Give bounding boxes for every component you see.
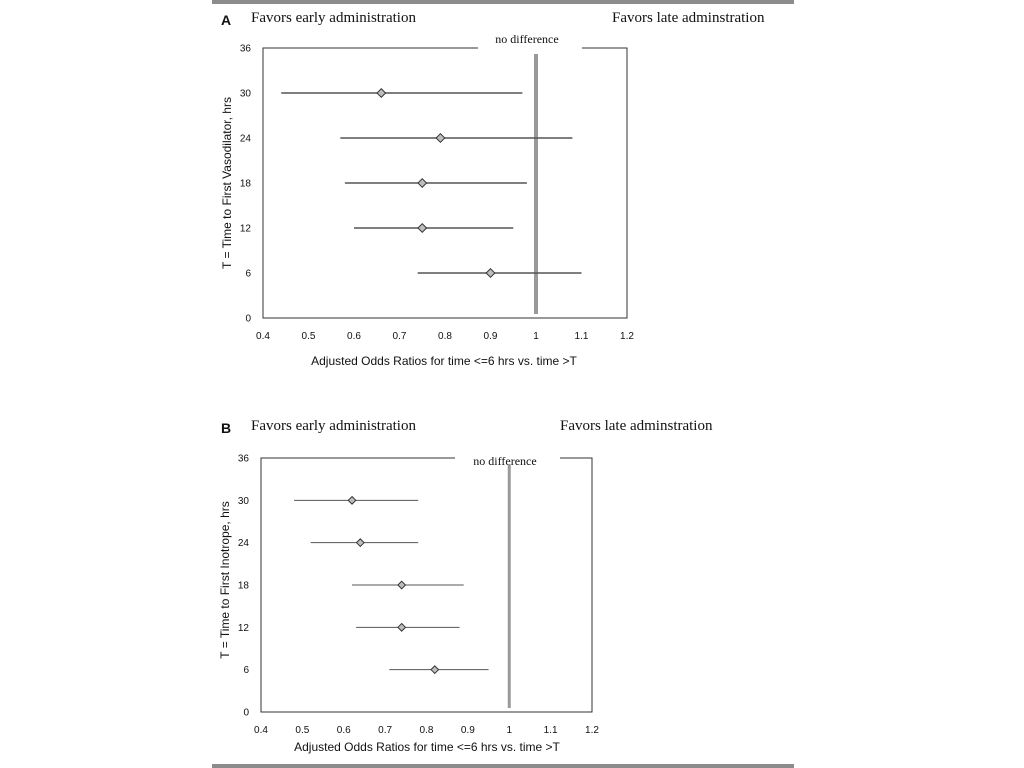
panel-a-x-tick-label: 0.4	[256, 331, 270, 342]
panel-b-favors-late: Favors late adminstration	[560, 418, 713, 434]
panel-b-y-tick-label: 36	[237, 453, 249, 465]
panel-b-no-difference-label: no difference	[473, 454, 537, 468]
panel-a-point-estimate-t18	[418, 179, 427, 188]
panel-b-point-estimate-t24	[357, 539, 365, 547]
panel-b-y-tick-label: 30	[237, 495, 249, 507]
panel-a-x-tick-label: 1.2	[620, 331, 634, 342]
panel-a-y-tick-label: 6	[245, 268, 251, 280]
panel-b-y-tick-label: 0	[243, 707, 249, 719]
panel-a-y-tick-label: 18	[239, 178, 251, 190]
bottom-rule	[212, 764, 794, 768]
panel-a-y-ticks	[240, 44, 252, 325]
panel-b-x-ticks	[254, 725, 599, 736]
panel-a-point-estimate-t30	[377, 89, 386, 98]
panel-a-label: A	[221, 12, 232, 28]
panel-a-y-tick-label: 24	[239, 133, 251, 145]
panel-b-x-tick-label: 0.6	[336, 725, 351, 736]
panel-a-x-tick-label: 0.5	[301, 331, 316, 342]
panel-a-x-tick-label: 1	[533, 331, 539, 342]
panel-b-x-tick-label: 0.7	[378, 725, 393, 736]
panel-a-y-tick-label: 12	[239, 223, 251, 235]
panel-a	[220, 10, 765, 368]
panel-b-y-ticks	[238, 454, 250, 719]
panel-b-x-axis-label: Adjusted Odds Ratios for time <=6 hrs vs. time >T	[294, 740, 560, 754]
panel-b-x-tick-label: 0.8	[419, 725, 434, 736]
panel-a-x-tick-label: 0.9	[483, 331, 498, 342]
panel-b-x-tick-label: 0.9	[460, 725, 475, 736]
panel-a-y-axis-label: T = Time to First Vasodilator, hrs	[220, 97, 234, 269]
panel-b-favors-early: Favors early administration	[251, 418, 416, 434]
panel-a-x-tick-label: 0.7	[392, 331, 407, 342]
panel-a-x-tick-label: 0.6	[347, 331, 361, 342]
panel-b-y-axis-label: T = Time to First Inotrope, hrs	[218, 501, 232, 659]
panel-a-no-difference-label: no difference	[495, 32, 559, 46]
panel-a-y-tick-label: 30	[239, 88, 251, 100]
panel-b-x-tick-label: 1.1	[543, 725, 558, 736]
panel-b-point-estimate-t30	[348, 497, 356, 505]
panel-a-x-ticks	[256, 331, 634, 342]
top-rule	[212, 0, 794, 4]
panel-b-x-tick-label: 1.2	[585, 725, 599, 736]
panel-b-x-tick-label: 1	[506, 725, 513, 736]
panel-b-x-tick-label: 0.4	[254, 725, 268, 736]
panel-b-y-tick-label: 6	[243, 665, 249, 677]
panel-b-label: B	[221, 420, 232, 436]
panel-b-point-estimate-t12	[398, 624, 406, 632]
panel-b	[218, 418, 713, 754]
panel-a-point-estimate-t24	[436, 134, 445, 143]
panel-a-x-tick-label: 1.1	[574, 331, 589, 342]
panel-b-marks	[294, 497, 488, 674]
panel-a-point-estimate-t12	[418, 224, 427, 233]
panel-a-y-tick-label: 36	[239, 43, 251, 55]
panel-a-y-tick-label: 0	[245, 313, 251, 325]
panel-b-y-tick-label: 24	[237, 538, 249, 550]
panel-b-y-tick-label: 12	[237, 622, 249, 634]
panel-a-x-tick-label: 0.8	[438, 331, 452, 342]
panel-a-x-axis-label: Adjusted Odds Ratios for time <=6 hrs vs. time >T	[311, 354, 577, 368]
panel-a-favors-early: Favors early administration	[251, 10, 416, 26]
panel-b-x-tick-label: 0.5	[295, 725, 310, 736]
panel-b-y-tick-label: 18	[237, 580, 249, 592]
panel-b-point-estimate-t18	[398, 581, 406, 589]
panel-a-point-estimate-t6	[486, 269, 495, 278]
panel-a-favors-late: Favors late adminstration	[612, 10, 765, 26]
panel-b-point-estimate-t6	[431, 666, 439, 674]
